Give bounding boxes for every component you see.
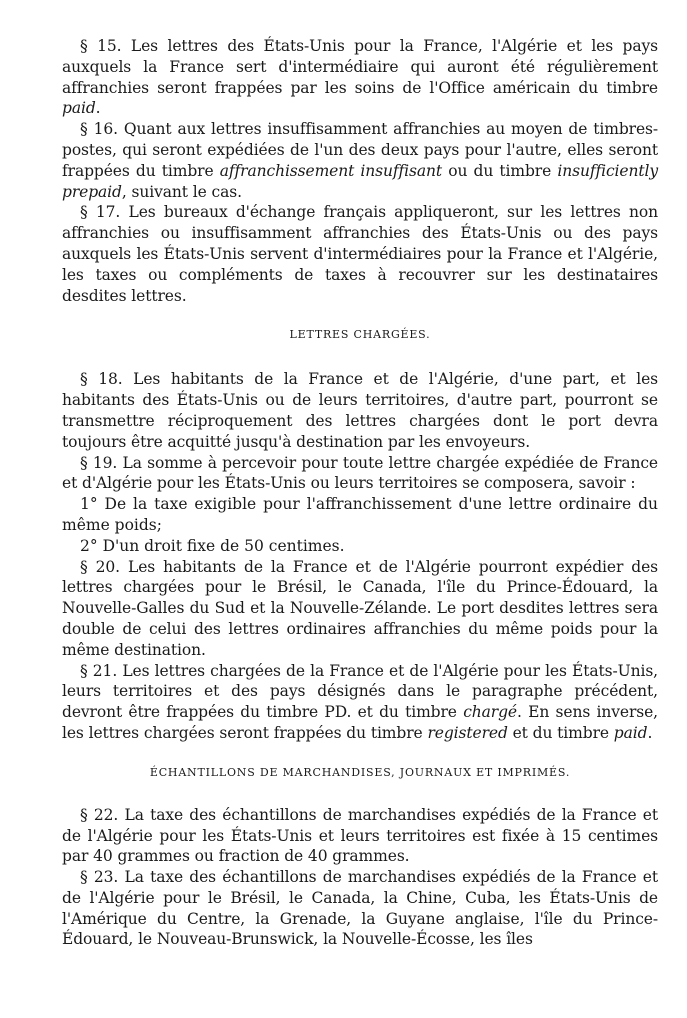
paragraph-text: Quant aux lettres insuffisamment affranchies au moyen de timbres-postes, qui seront expédiées de l'un des deux pays pour l'autre, elles seront frappées du timbre — [62, 120, 659, 180]
section-number: § 18. — [80, 370, 123, 389]
paragraph-18 — [62, 369, 658, 452]
paragraph-21 — [62, 661, 658, 744]
document-page — [62, 36, 658, 950]
stamp-charge: chargé — [463, 703, 517, 722]
stamp-registered: registered — [427, 723, 508, 742]
heading-lettres-chargees: LETTRES CHARGÉES. — [289, 328, 431, 342]
paragraph-15 — [62, 36, 658, 119]
paragraph-text-mid2: et du timbre — [507, 723, 614, 742]
section-number: § 15. — [80, 37, 122, 55]
paragraph-17 — [62, 202, 658, 306]
stamp-insufficient-en: insufficiently prepaid — [62, 161, 658, 201]
list-item-2 — [62, 536, 658, 557]
section-number: § 16. — [80, 120, 118, 139]
list-item-1 — [62, 494, 658, 536]
section-number: § 20. — [80, 557, 121, 576]
stamp-paid: paid — [613, 723, 648, 742]
section-number: § 22. — [80, 805, 119, 824]
paragraph-16 — [62, 119, 658, 202]
paragraph-19 — [62, 453, 658, 495]
section-number: § 17. — [80, 203, 121, 222]
paragraph-text: La taxe des échantillons de marchandises expédiés de la France et de l'Algérie pour les États-Unis et leurs territoires est fixée à 15 centimes par 40 grammes ou fraction de 40 grammes. — [62, 805, 659, 866]
item-number: 1° — [80, 495, 98, 514]
heading-echantillons: ÉCHANTILLONS DE MARCHANDISES, JOURNAUX ET IMPRIMÉS. — [149, 765, 571, 779]
paragraph-text: Les bureaux d'échange français appliqueront, sur les lettres non affranchies ou insuffisamment affranchies des États-Unis ou des pays auxquels les États-Unis servent d'intermédiaires pour la France et l'Algérie, les taxes ou compléments de taxes à recouvrer sur les destinataires desdites lettres. — [62, 203, 659, 305]
section-number: § 21. — [80, 661, 118, 680]
paragraph-23 — [62, 867, 658, 950]
section-number: § 19. — [80, 453, 118, 472]
paragraph-20 — [62, 557, 658, 661]
stamp-paid: paid — [62, 99, 96, 118]
paragraph-text: Les lettres chargées de la France et de l'Algérie pour les États-Unis, leurs territoires et des pays désignés dans le paragraphe précédent, devront être frappées du timbre PD. et du timbre — [62, 661, 659, 722]
paragraph-text-end: . — [647, 723, 653, 742]
paragraph-text: Les lettres des États-Unis pour la France, l'Algérie et les pays auxquels la France sert d'intermédiaire qui auront été régulièrement affranchies seront frappées par les soins de l'Office américain du timbre — [62, 37, 659, 97]
stamp-insufficient-fr: affranchissement insuffisant — [219, 161, 443, 180]
paragraph-text-mid: . En sens inverse, les lettres chargées seront frappées du timbre — [62, 703, 659, 742]
paragraph-text: La taxe des échantillons de marchandises expédiés de la France et de l'Algérie pour le Brésil, le Canada, la Chine, Cuba, les États-Unis de l'Amérique du Centre, la Grenade, la Guyane anglaise, l'île du Prince-Édouard, le Nouveau-Brunswick, la Nouvelle-Écosse, les îles — [62, 868, 659, 949]
section-number: § 23. — [80, 868, 119, 887]
paragraph-text-end: , suivant le cas. — [121, 182, 242, 201]
paragraph-text-mid: ou du timbre — [442, 161, 558, 180]
paragraph-text-end: . — [95, 99, 101, 118]
paragraph-text: Les habitants de la France et de l'Algérie pourront expédier des lettres chargées pour le Brésil, le Canada, l'île du Prince-Édouard, la Nouvelle-Galles du Sud et la Nouvelle-Zélande. Le port desdites lettres sera double de celui des lettres ordinaires affranchies du même poids pour la même destination. — [62, 557, 659, 659]
paragraph-text: La somme à percevoir pour toute lettre chargée expédiée de France et d'Algérie pour les États-Unis ou leurs territoires se composera, savoir : — [62, 453, 658, 493]
paragraph-text: Les habitants de la France et de l'Algérie, d'une part, et les habitants des États-Unis ou de leurs territoires, d'autre part, pourront se transmettre réciproquement des lettres chargées dont le port devra toujours être acquitté jusqu'à destination par les envoyeurs. — [62, 370, 659, 451]
paragraph-22 — [62, 805, 658, 867]
item-number: 2° — [80, 536, 98, 555]
item-text: D'un droit fixe de 50 centimes. — [102, 536, 345, 555]
item-text: De la taxe exigible pour l'affranchissement d'une lettre ordinaire du même poids; — [62, 495, 658, 534]
